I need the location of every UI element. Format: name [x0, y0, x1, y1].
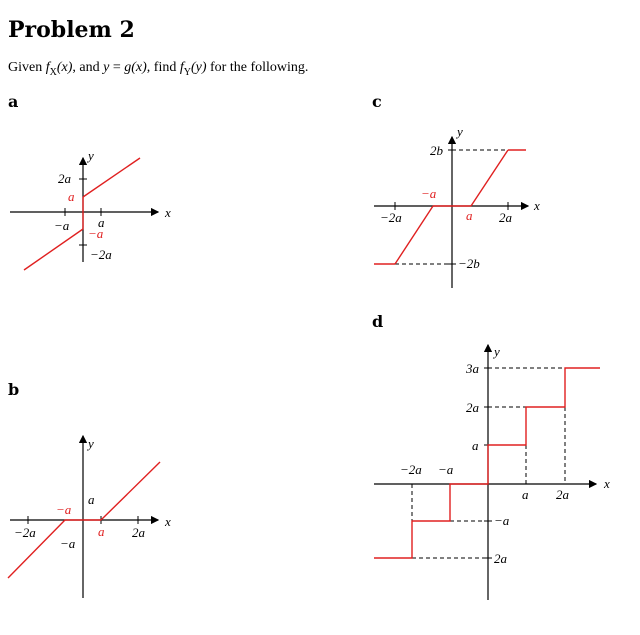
graph-c: [374, 124, 540, 288]
graph-d-x-label: x: [604, 476, 610, 491]
graph-d-label-x-2a: 2a: [556, 487, 569, 502]
graph-a-label-y-a: a: [68, 189, 75, 204]
part-a-label: a: [8, 92, 19, 111]
graph-b-label-neg-a-red: −a: [56, 502, 72, 517]
graph-d-label-y-a: a: [472, 438, 479, 453]
graph-b-label-neg-a: −a: [60, 536, 76, 551]
graph-d: [374, 344, 610, 600]
graph-a-curve-lower: [24, 229, 83, 270]
intro-fy-sub: Y: [183, 66, 191, 78]
graph-d-label-y-3a: 3a: [466, 361, 479, 376]
graph-b-label-x-a: a: [98, 524, 105, 539]
graph-b: [8, 436, 171, 598]
intro-y: y: [103, 60, 110, 75]
intro-prefix: Given: [8, 60, 46, 75]
graph-c-label-y-neg-2b: −2b: [458, 256, 480, 271]
graph-a-label-x-a: a: [98, 215, 105, 230]
graph-a-label-y-neg-a: −a: [88, 226, 104, 241]
intro-mid: , and: [72, 60, 104, 75]
intro-fx-sub: X: [49, 66, 57, 78]
graph-b-y-label: y: [88, 436, 94, 451]
graph-a-y-label: y: [88, 148, 94, 163]
graph-c-x-label: x: [534, 198, 540, 213]
graph-b-curve-upper: [101, 462, 160, 520]
intro-suffix: for the following.: [206, 60, 309, 75]
page-title: Problem 2: [8, 17, 135, 43]
graph-c-label-x-a: a: [466, 208, 473, 223]
intro-fy: f: [179, 60, 184, 75]
graph-d-label-x-neg-a: −a: [438, 462, 454, 477]
graph-d-label-x-a: a: [522, 487, 529, 502]
graph-d-label-y-neg-a: −a: [494, 513, 510, 528]
intro-fx-arg: (x): [56, 60, 73, 75]
graph-a-curve-upper: [83, 158, 140, 197]
graph-a-label-x-neg-a: −a: [54, 218, 70, 233]
graph-b-label-x-2a: 2a: [132, 525, 145, 540]
graph-b-label-x-neg-2a: −2a: [14, 525, 36, 540]
graph-a: [10, 148, 171, 270]
graph-d-label-y-neg-2a: 2a: [494, 551, 507, 566]
intro-gx: g(x): [124, 60, 147, 75]
graph-c-label-x-2a: 2a: [499, 210, 512, 225]
graph-c-label-x-neg-a: −a: [421, 186, 437, 201]
intro-fy-arg: (y): [190, 60, 207, 75]
intro-mid2: , find: [146, 60, 180, 75]
intro-fx: f: [45, 60, 50, 75]
graph-c-y-label: y: [457, 124, 463, 139]
graph-d-y-label: y: [494, 344, 500, 359]
graph-c-curve-right-ramp: [471, 150, 508, 206]
graph-c-label-x-neg-2a: −2a: [380, 210, 402, 225]
graph-a-label-y-2a: 2a: [58, 171, 71, 186]
graph-c-label-y-2b: 2b: [430, 143, 443, 158]
graph-a-label-y-neg-2a: −2a: [90, 247, 112, 262]
part-b-label: b: [8, 380, 20, 399]
part-c-label: c: [372, 92, 382, 111]
graph-b-label-y-a: a: [88, 492, 95, 507]
graph-a-x-label: x: [165, 205, 171, 220]
intro-eq: =: [109, 60, 125, 75]
graph-b-x-label: x: [165, 514, 171, 529]
graph-d-label-x-neg-2a: −2a: [400, 462, 422, 477]
part-d-label: d: [372, 312, 384, 331]
graph-d-label-y-2a: 2a: [466, 400, 479, 415]
